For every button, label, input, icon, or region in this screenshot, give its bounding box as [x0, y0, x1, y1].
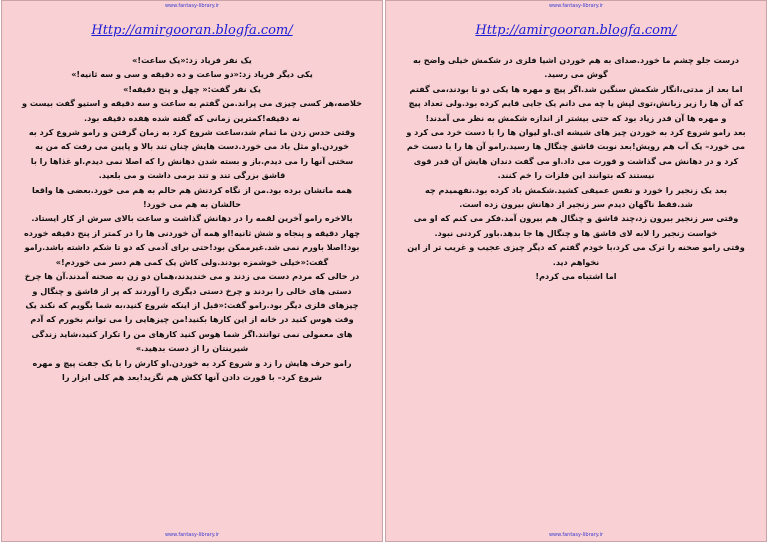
paragraph: یک نفر فریاد زد:«یک ساعت!»: [132, 55, 252, 65]
paragraph: وقتی سر زنجیر بیرون زد،چند قاشق و چنگال هم بیرون آمد.فکر می کنم که او می خواست زنجیر را لابه لای قاشق ها و چنگال ها جا بدهد.باور کردنی نبود.: [413, 213, 739, 238]
paragraph: همه ماتشان برده بود.من از نگاه کردنش هم حالم به هم می خورد.بعضی ها واقعا حالشان به هم می خورد!: [32, 184, 352, 210]
page-text: [406, 53, 746, 284]
right-page: [385, 0, 767, 542]
paragraph: بالاخره رامو آخرین لقمه را در دهانش گذاشت و ساعت بالای سرش از کار ایستاد.: [31, 213, 353, 224]
paragraph: رامو حرف هایش را زد و شروع کرد به خوردن.او کارش را با یک جفت پیچ و مهره شروع کرد– با قورت دادن آنها ککش هم نگزید!بعد هم کلی ابزار را: [32, 357, 352, 382]
paragraph: خلاصه،هر کسی چیزی می پراند.من گفتم به ساعت و سه دقیقه و استیو گفت بیست و نه دقیقه!کمترین زمانی که گفته شده هفده دقیقه بود.: [22, 98, 362, 123]
paragraph: وقتی رامو صحنه را ترک می کرد،با خودم گفتم که دیگر چیزی عجیب و غریب تر از این نخواهم دید.: [407, 242, 745, 267]
left-page: [1, 0, 383, 542]
paragraph: درست جلو چشم ما خورد.صدای به هم خوردن اشیا فلزی در شکمش خیلی واضح به گوش می رسید.: [412, 55, 739, 80]
paragraph: وقتی حدس زدن ما تمام شد،ساعت شروع کرد به زمان گرفتن و رامو شروع کرد به خوردن.او مثل باد می خورد.دست هایش چنان تند بالا و پایین می رفت که من به سختی آنها را می دیدم.باز و بسته شدن دهانش را که اصلا نمی دیدم.او غذاها را با قاشق بزرگی تند و تند برمی داشت و می بلعید.: [28, 127, 356, 181]
site-url-top: www.fantasy-library.ir: [164, 3, 220, 9]
paragraph: یک نفر گفت:« چهل و پنج دقیقه!»: [123, 83, 261, 94]
site-url-bottom: www.fantasy-library.ir: [548, 532, 604, 538]
paragraph: اما بعد از مدتی،انگار شکمش سنگین شد.اگر پیچ و مهره ها یکی دو تا بودند،می گفتم که آن ها را زیر زبانش،توی لپش یا چه می دانم یک جایی قایم کرده بود.ولی تعداد پیچ و مهره ها آن قدر زیاد بود که حتی بیشتر از اندازه شکمش به نظر می آمدند!: [408, 83, 744, 123]
paragraph: اما اشتباه می کردم!: [535, 271, 617, 282]
paragraph: بعد رامو شروع کرد به خوردن چیز های شیشه ای.او لیوان ها را با دست خرد می کرد و می خورد– یک آب هم رویش!بعد نوبت قاشق چنگال ها رسید.رامو آن ها را با دست خم کرد و در دهانش می گذاشت و قورت می داد.او می گفت دندان هایش آن قدر قوی نیستند که بتوانند این فلزات را خم کنند.: [406, 127, 746, 181]
page-text: [22, 53, 362, 384]
blog-link[interactable]: Http://amirgooran.blogfa.com/: [91, 23, 293, 38]
blog-link[interactable]: Http://amirgooran.blogfa.com/: [475, 23, 677, 38]
paragraph: بعد یک زنجیر را خورد و نفس عمیقی کشید.شکمش باد کرده بود.نفهمیدم چه شد.فقط ناگهان دیدم سر زنجیر از دهانش بیرون زده است.: [424, 184, 728, 210]
paragraph: در حالی که مردم دست می زدند و می خندیدند،همان دو زن به صحنه آمدند.آن ها چرخ دستی های خالی را بردند و چرخ دستی دیگری را آوردند که پر از قاشق و چنگال و چیزهای فلزی دیگر بود.رامو گفت:«قبل از اینکه شروع کنید،به شما بگویم که نکند یک وقت هوس کنید در خانه از این کارها بکنید!من چیزهایی را می توانم بخورم که آدم های معمولی نمی توانند.اگر شما هوس کنید کارهای من را تکرار کنید،شاید زندگی شیرینتان را از دست بدهید.»: [24, 271, 360, 354]
site-url-bottom: www.fantasy-library.ir: [164, 532, 220, 538]
paragraph: چهار دقیقه و پنجاه و شش ثانیه!او همه آن خوردنی ها را در کمتر از پنج دقیقه خورده بود!اصلا باورم نمی شد.غیرممکن بود!حتی برای آدمی که دو تا شکم داشته باشد.رامو گفت:«خیلی خوشمزه بودند.ولی کاش یک کمی هم دسر می خوردم!»: [23, 227, 361, 267]
site-url-top: www.fantasy-library.ir: [548, 3, 604, 9]
paragraph: یکی دیگر فریاد زد:«دو ساعت و ده دقیقه و سی و سه ثانیه!»: [71, 69, 313, 80]
